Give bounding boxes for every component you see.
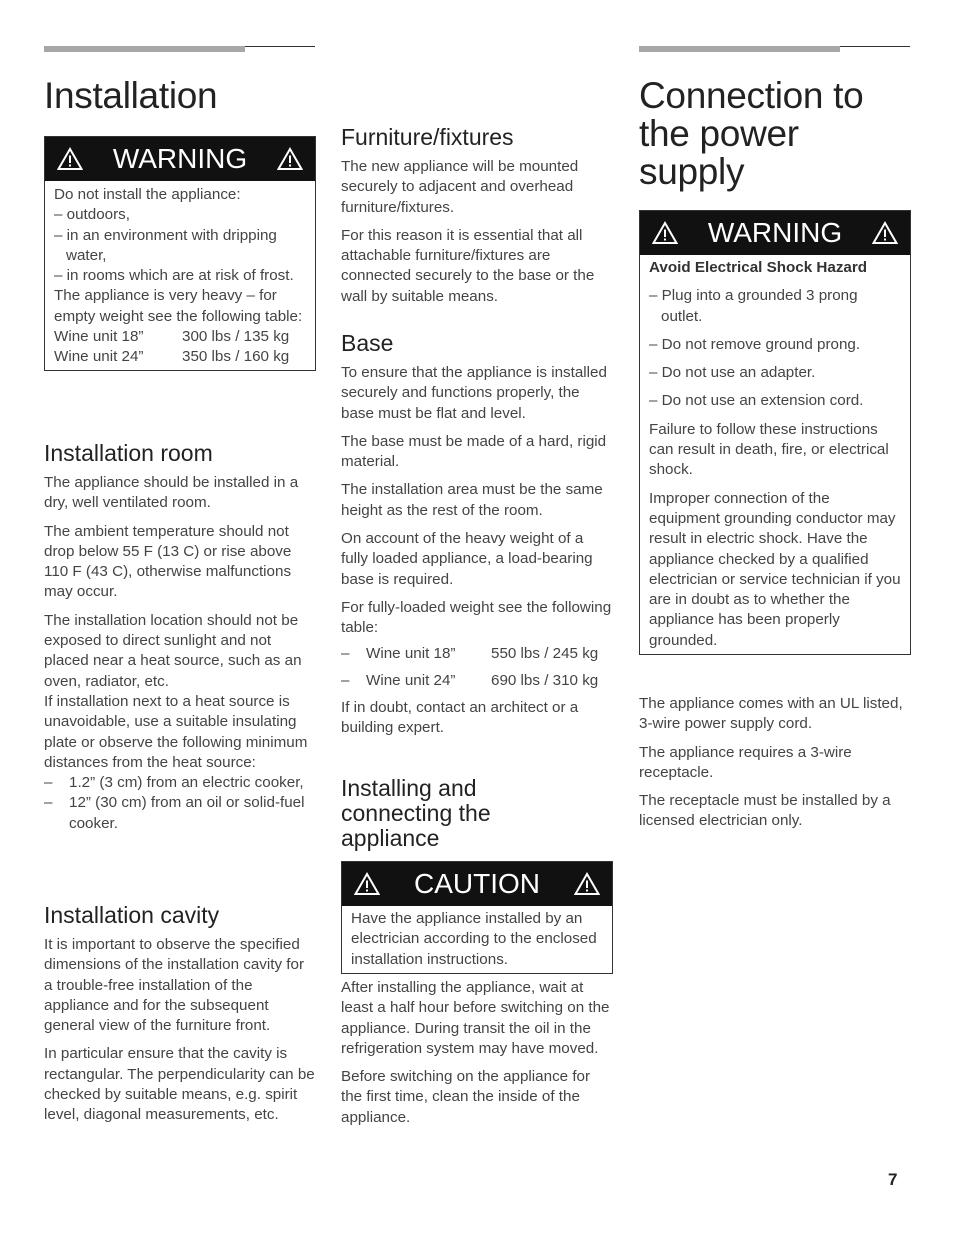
warning-triangle-icon xyxy=(872,221,898,245)
warning-item: – outdoors, xyxy=(54,206,130,224)
warning-triangle-icon xyxy=(652,221,678,245)
caution-body: Have the appliance installed by an electrician according to the enclosed installation instructions. xyxy=(351,910,597,968)
warning-header xyxy=(640,211,910,255)
warning-intro: Do not install the appliance: xyxy=(54,186,241,203)
weight-row: – Wine unit 24” 690 lbs / 310 kg xyxy=(341,671,599,689)
installation-room-section: Installation room The appliance should be installed in a dry, well ventilated room. The ambient temperature should not drop below 55 F (13 C) or rise above 110 F (43 C), otherwise malfunctions may occur. The installation location should not be exposed to direct sunlight and not placed near a heat source, such as an oven, radiator, etc. If installation next to a heat source is unavoidable, use a suitable insulating plate or observe the following minimum distances from the heat source: – 1.2” (3 cm) from an electric cooker, – 12” (30 cm) from an oil or solid-fuel cooker. xyxy=(44,441,316,834)
list-item: – 12” (30 cm) from an oil or solid-fuel cooker. xyxy=(44,794,305,832)
header-rule-left xyxy=(44,46,315,47)
weight-row: Wine unit 18” 300 lbs / 135 kg xyxy=(54,328,290,346)
warning-heavy-text: The appliance is very heavy – for empty weight see the following table: xyxy=(54,287,303,325)
warning-body xyxy=(45,181,315,370)
warning-header xyxy=(45,137,315,181)
warning-item: – in rooms which are at risk of frost. xyxy=(54,267,294,285)
installation-warning-box xyxy=(44,136,316,371)
weight-row: – Wine unit 18” 550 lbs / 245 kg xyxy=(341,644,599,662)
warning-item: – Do not use an extension cord. xyxy=(649,392,864,410)
warning-triangle-icon xyxy=(277,147,303,171)
caution-triangle-icon xyxy=(354,872,380,896)
weight-row: Wine unit 24” 350 lbs / 160 kg xyxy=(54,348,290,366)
warning-label: WARNING xyxy=(112,143,248,174)
installing-heading: Installing and connecting the appliance xyxy=(341,775,491,851)
base-section: Base To ensure that the appliance is installed securely and functions properly, the base must be flat and level. The base must be made of a hard, rigid material. The installation area must be the same height as the rest of the room. On account of the heavy weight of a fully loaded appliance, a load-bearing base is required. For fully-loaded weight see the following table: – Wine unit 18” 550 lbs / 245 kg – Wine unit 24” 690 lbs / 310 kg If in doubt, contact an architect or a building expert. xyxy=(341,330,612,737)
warning-item: – Plug into a grounded 3 prong outlet. xyxy=(649,287,858,325)
warning-triangle-icon xyxy=(57,147,83,171)
furniture-heading: Furniture/fixtures xyxy=(341,124,514,150)
power-warning-box xyxy=(639,210,911,655)
caution-label: CAUTION xyxy=(414,868,540,899)
warning-item: – Do not remove ground prong. xyxy=(649,335,861,353)
page-number: 7 xyxy=(888,1170,898,1189)
caution-triangle-icon xyxy=(574,872,600,896)
installation-cavity-section: Installation cavity It is important to observe the specified dimensions of the installation cavity for a trouble-free installation of the appliance and for the subsequent general view of the furniture front. In particular ensure that the cavity is rectangular. The perpendicularity can be checked by suitable means, e.g. spirit level, diagonal measurements, etc. xyxy=(44,902,315,1124)
shock-hazard-heading: Avoid Electrical Shock Hazard xyxy=(649,259,868,276)
caution-box xyxy=(341,861,613,974)
base-heading: Base xyxy=(341,330,394,356)
warning-label: WARNING xyxy=(707,217,843,248)
power-title: Connection to the power supply xyxy=(639,75,864,192)
installing-text: After installing the appliance, wait at least a half hour before switching on the appliance. During transit the oil in the refrigeration system may have moved. Before switching on the appliance for the first time, clean the inside of the appliance. xyxy=(341,979,610,1126)
furniture-section: Furniture/fixtures The new appliance will be mounted securely to adjacent and overhead furniture/fixtures. For this reason it is essential that all attachable furniture/fixtures are connected securely to the base or the wall by suitable means. xyxy=(341,125,613,307)
header-rule-right xyxy=(639,46,910,47)
installation-title: Installation xyxy=(44,75,218,116)
power-text: The appliance comes with an UL listed, 3-wire power supply cord. The appliance requires a 3-wire receptacle. The receptacle must be installed by a licensed electrician only. xyxy=(639,695,903,830)
warning-body: Avoid Electrical Shock Hazard – Plug into a grounded 3 prong outlet. – Do not remove ground prong. – Do not use an adapter. – Do not use an extension cord. Failure to follow these instructions can result in death, fire, or electrical shock. Improper connection of the equipment grounding conductor may result in electric shock. Have the appliance checked by a qualified electrician or service technician if you are in doubt as to whether the appliance has been properly grounded. xyxy=(649,259,901,649)
warning-item: – in an environment with dripping water, xyxy=(54,226,277,264)
installation-cavity-heading: Installation cavity xyxy=(44,902,220,928)
warning-item: – Do not use an adapter. xyxy=(649,364,816,382)
caution-header xyxy=(342,862,612,906)
list-item: – 1.2” (3 cm) from an electric cooker, xyxy=(44,774,304,792)
installation-room-heading: Installation room xyxy=(44,440,213,466)
